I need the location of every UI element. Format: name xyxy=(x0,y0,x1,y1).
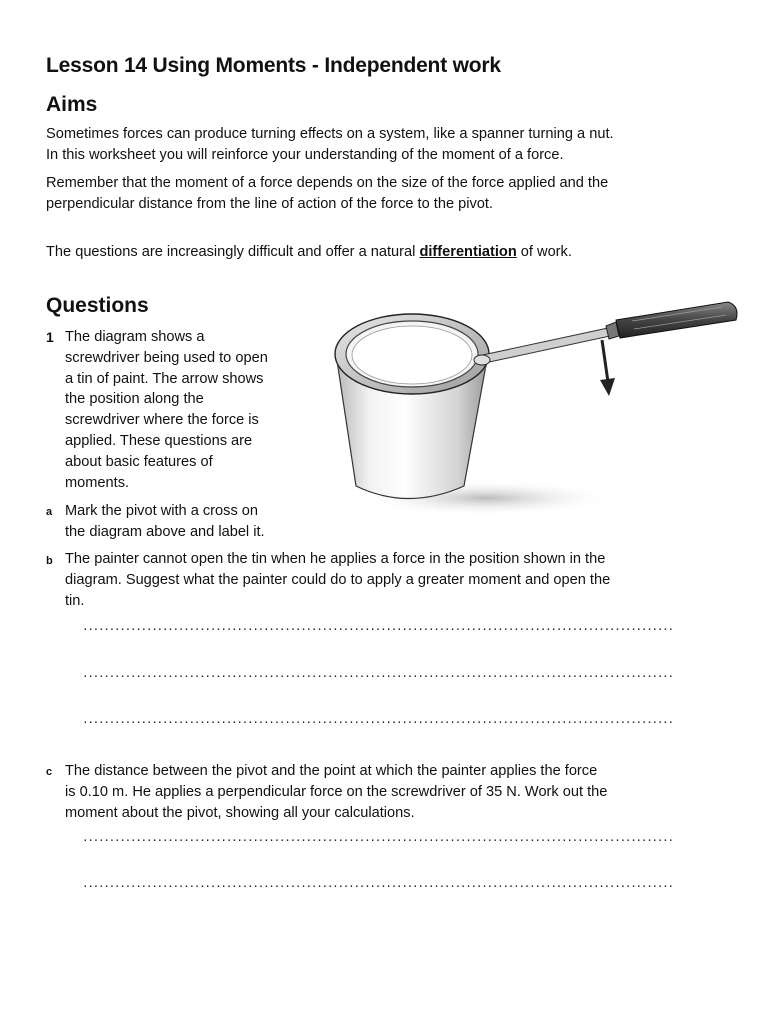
part-c-line: The distance between the pivot and the point at which the painter applies the force xyxy=(65,763,598,779)
aims-p2-line1: Remember that the moment of a force depends on the size of the force applied and the xyxy=(46,175,609,191)
aims-paragraph-1 xyxy=(46,124,726,166)
q1-line: applied. These questions are xyxy=(65,432,253,449)
aims-paragraph-2 xyxy=(46,173,726,215)
question-1-number: 1 xyxy=(46,329,54,345)
aims-paragraph-3 xyxy=(46,242,726,263)
part-b-label: b xyxy=(46,555,53,567)
aims-p3-tail: of work. xyxy=(516,244,572,260)
aims-p1-line1: Sometimes forces can produce turning effects on a system, like a spanner turning a nut. xyxy=(46,126,614,142)
answer-line[interactable]: ............................................................................................................... xyxy=(82,831,673,844)
q1-line: moments. xyxy=(65,474,130,491)
paint-tin-screwdriver-diagram xyxy=(316,296,746,521)
q1-line: screwdriver where the force is xyxy=(65,412,259,429)
aims-p1-line2: In this worksheet you will reinforce your understanding of the moment of a force. xyxy=(46,147,564,163)
page-title: Lesson 14 Using Moments - Independent work xyxy=(46,54,501,77)
aims-p3-text: The questions are increasingly difficult and offer a natural xyxy=(46,244,420,260)
part-b-line: The painter cannot open the tin when he applies a force in the position shown in the xyxy=(65,551,606,567)
answer-line[interactable]: ............................................................................................................... xyxy=(82,877,673,890)
q1-line: The diagram shows a xyxy=(65,329,205,345)
part-c-line: moment about the pivot, showing all your calculations. xyxy=(65,804,415,821)
questions-heading: Questions xyxy=(46,294,149,317)
part-a-line: Mark the pivot with a cross on xyxy=(65,503,259,519)
force-arrow xyxy=(600,340,615,396)
question-1-stem xyxy=(65,327,310,493)
paint-tin xyxy=(335,314,489,499)
aims-p2-line2: perpendicular distance from the line of action of the force to the pivot. xyxy=(46,196,493,212)
part-c-text xyxy=(65,761,725,823)
q1-line: a tin of paint. The arrow shows xyxy=(65,370,264,387)
part-b-line: diagram. Suggest what the painter could do to apply a greater moment and open the xyxy=(65,571,611,588)
part-c-label: c xyxy=(46,766,53,778)
answer-line[interactable]: ............................................................................................................... xyxy=(82,667,673,680)
part-b-text xyxy=(65,549,725,611)
part-a-line: the diagram above and label it. xyxy=(65,523,265,540)
aims-heading: Aims xyxy=(46,93,98,116)
differentiation-term: differentiation xyxy=(419,244,517,260)
part-b-line: tin. xyxy=(65,592,85,609)
part-c-line: is 0.10 m. He applies a perpendicular force on the screwdriver of 35 N. Work out the xyxy=(65,783,608,800)
answer-line[interactable]: ............................................................................................................... xyxy=(82,713,673,726)
q1-line: the position along the xyxy=(65,391,204,408)
part-a-text xyxy=(65,501,265,543)
answer-line[interactable]: ............................................................................................................... xyxy=(82,620,673,633)
q1-line: screwdriver being used to open xyxy=(65,349,268,366)
q1-line: about basic features of xyxy=(65,453,213,470)
part-a-label: a xyxy=(46,506,53,518)
